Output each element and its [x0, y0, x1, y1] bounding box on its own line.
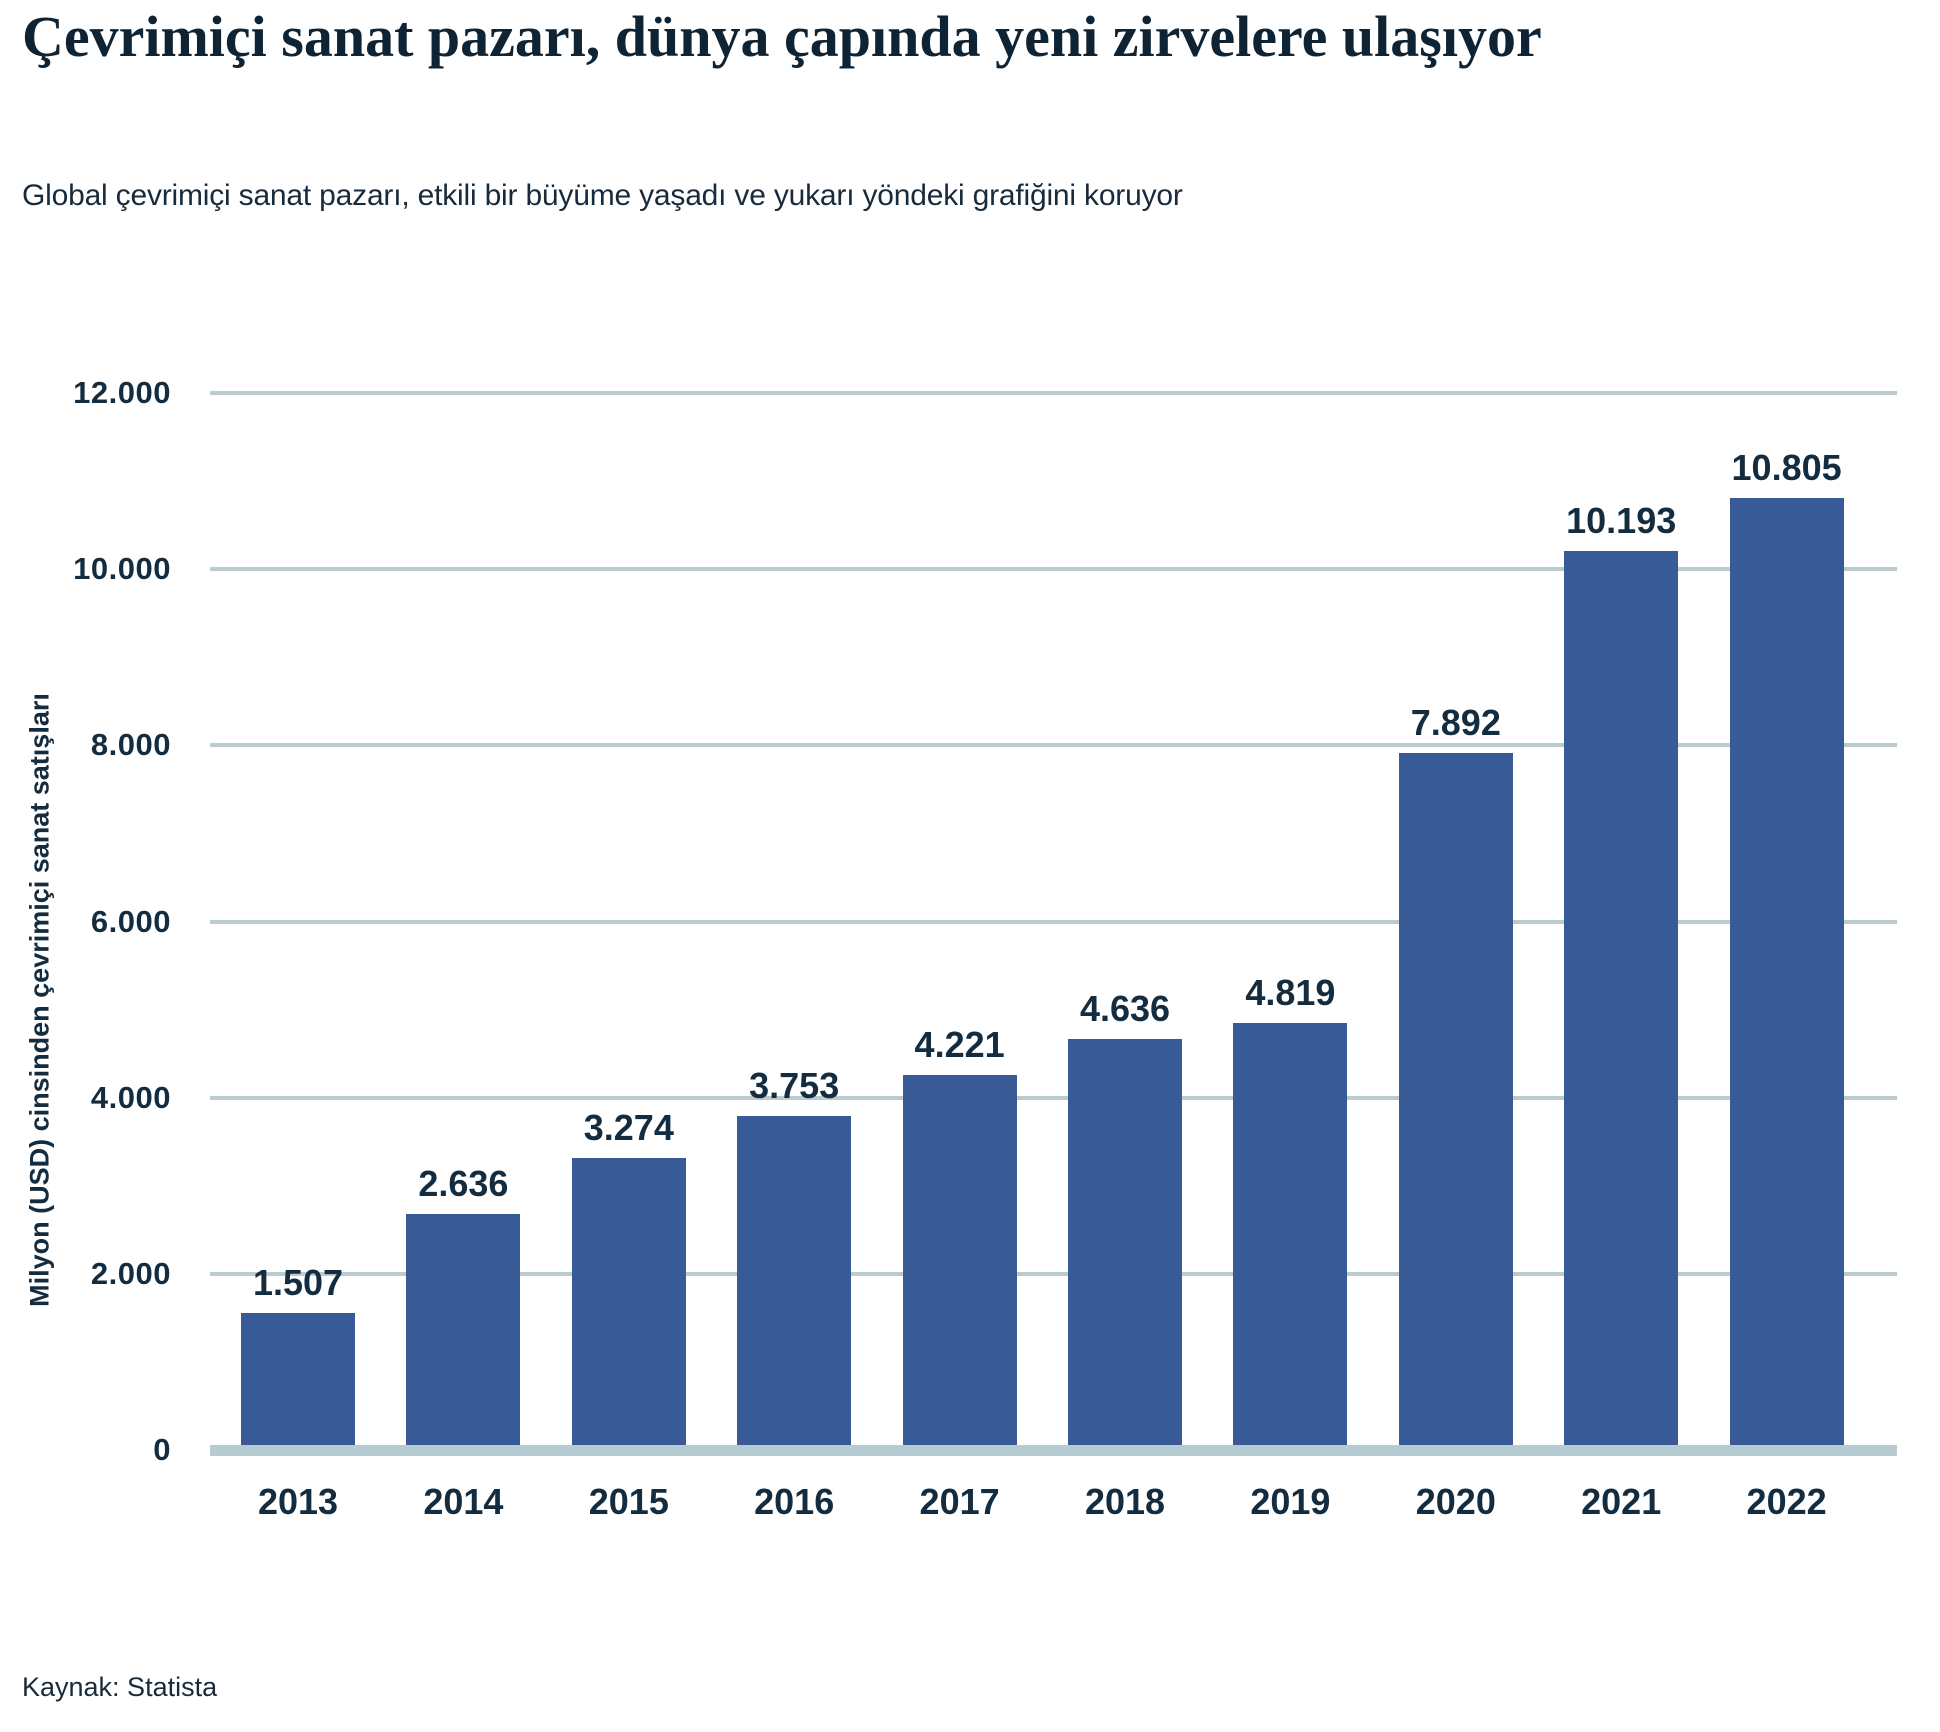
bar: [1068, 1039, 1182, 1445]
x-axis-label: 2019: [1250, 1481, 1331, 1522]
x-axis-label: 2014: [423, 1481, 504, 1522]
bar: [1399, 753, 1513, 1445]
bar-value-label: 2.636: [418, 1163, 509, 1204]
bar: [1730, 498, 1844, 1445]
y-tick-label: 2.000: [90, 1255, 171, 1291]
x-axis-label: 2018: [1084, 1481, 1166, 1522]
bar-value-label: 10.805: [1731, 447, 1842, 488]
x-axis-label: 2021: [1581, 1481, 1662, 1522]
bar-value-label: 3.274: [583, 1107, 674, 1148]
chart-title: Çevrimiçi sanat pazarı, dünya çapında yeni zirvelere ulaşıyor: [22, 4, 1542, 69]
y-tick-label: 4.000: [90, 1079, 171, 1115]
bar: [737, 1116, 851, 1445]
bar: [903, 1075, 1017, 1445]
bar-value-label: 3.753: [749, 1065, 840, 1106]
bar: [406, 1214, 520, 1445]
x-axis-label: 2022: [1746, 1481, 1827, 1522]
bar-value-label: 7.892: [1410, 702, 1501, 743]
x-axis-label: 2020: [1415, 1481, 1496, 1522]
x-axis-label: 2017: [919, 1481, 1000, 1522]
y-tick-label: 8.000: [90, 727, 171, 763]
bar-value-label: 10.193: [1566, 500, 1677, 541]
y-tick-label: 6.000: [90, 903, 171, 939]
source-note: Kaynak: Statista: [22, 1672, 218, 1702]
bar: [1564, 551, 1678, 1445]
bar-value-label: 4.636: [1079, 988, 1171, 1029]
bar-value-label: 4.819: [1245, 972, 1336, 1013]
bar-value-label: 4.221: [914, 1024, 1005, 1065]
gridline: [210, 391, 1897, 395]
y-tick-label: 10.000: [73, 551, 171, 587]
x-axis-baseline: [210, 1445, 1897, 1456]
y-tick-label: 12.000: [73, 375, 171, 410]
bar-value-label: 1.507: [252, 1262, 344, 1303]
bar: [241, 1313, 355, 1445]
x-axis-label: 2016: [754, 1481, 835, 1522]
y-tick-label: 0: [153, 1432, 171, 1467]
chart-subtitle: Global çevrimiçi sanat pazarı, etkili bir büyüme yaşadı ve yukarı yöndeki grafiğini koruyor: [22, 179, 1183, 212]
y-axis-title: Milyon (USD) cinsinden çevrimiçi sanat satışları: [24, 693, 55, 1307]
bar: [572, 1158, 686, 1445]
bar: [1233, 1023, 1347, 1445]
x-axis-label: 2015: [588, 1481, 669, 1522]
x-axis-label: 2013: [257, 1481, 339, 1522]
